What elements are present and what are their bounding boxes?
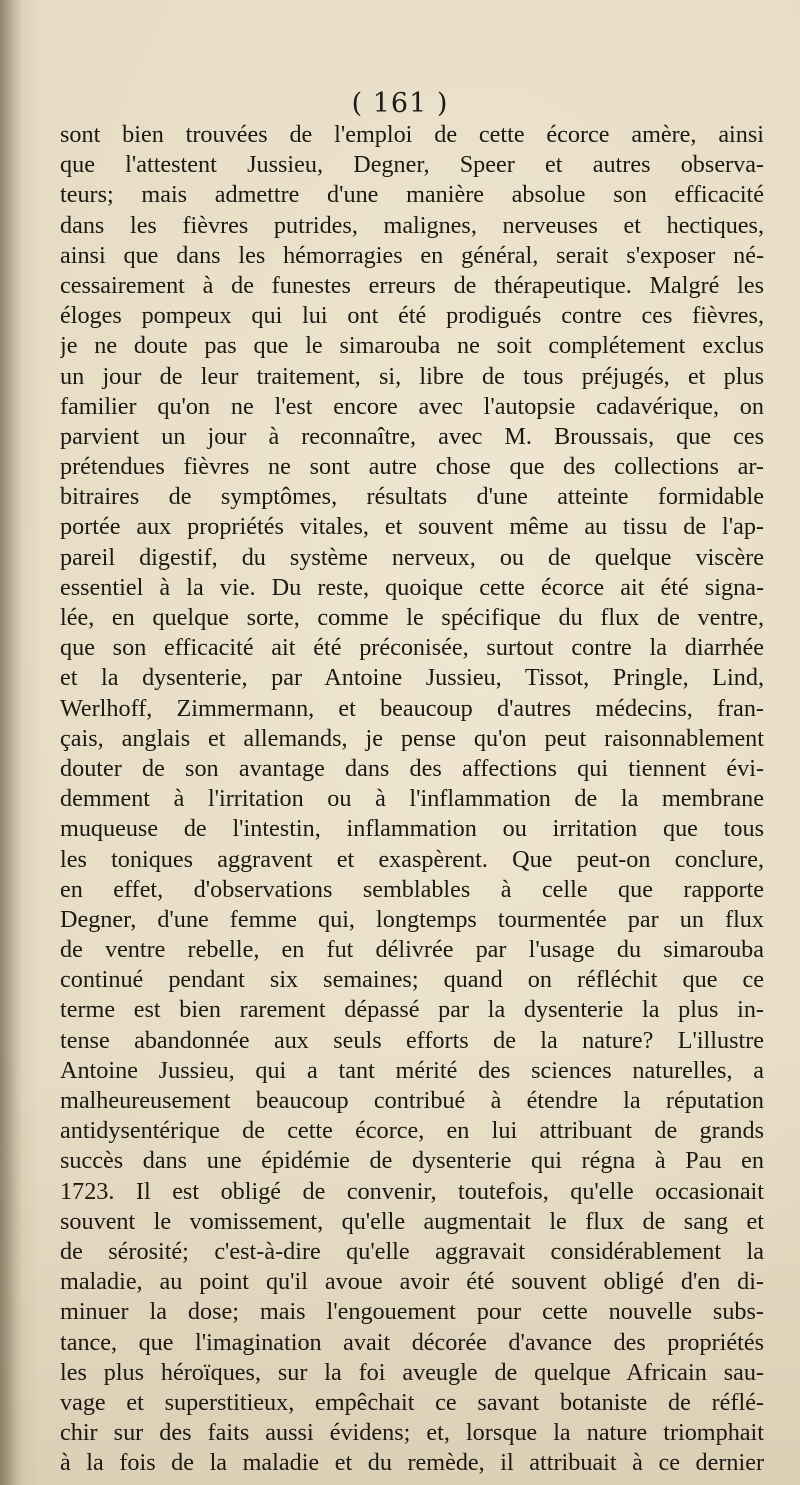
text-line: que son efficacité ait été préconisée, surtout contre la diarrhée — [60, 634, 764, 662]
text-line: portée aux propriétés vitales, et souvent même au tissu de l'ap- — [60, 513, 764, 541]
text-line: tense abandonnée aux seuls efforts de la nature? L'illustre — [60, 1026, 764, 1054]
text-line: Antoine Jussieu, qui a tant mérité des sciences naturelles, a — [60, 1056, 764, 1084]
text-line: chir sur des faits aussi évidens; et, lorsque la nature triomphait — [60, 1419, 764, 1447]
text-line: souvent le vomissement, qu'elle augmentait le flux de sang et — [60, 1207, 764, 1235]
text-line: succès dans une épidémie de dysenterie qui régna à Pau en — [60, 1147, 764, 1175]
text-line: éloges pompeux qui lui ont été prodigués contre ces fièvres, — [60, 302, 764, 330]
text-line: douter de son avantage dans des affections qui tiennent évi- — [60, 754, 764, 782]
text-line: et la dysenterie, par Antoine Jussieu, Tissot, Pringle, Lind, — [60, 664, 764, 692]
text-line: malheureusement beaucoup contribué à étendre la réputation — [60, 1087, 764, 1114]
text-line: pareil digestif, du système nerveux, ou de quelque viscère — [60, 543, 764, 571]
text-line: familier qu'on ne l'est encore avec l'autopsie cadavérique, on — [60, 392, 764, 420]
text-line: je ne doute pas que le simarouba ne soit complétement exclus — [60, 332, 764, 360]
text-line: tance, que l'imagination avait décorée d'avance des propriétés — [60, 1328, 764, 1356]
text-line: 1723. Il est obligé de convenir, toutefois, qu'elle occasionait — [60, 1177, 764, 1205]
text-line: les toniques aggravent et exaspèrent. Que peut-on conclure, — [60, 845, 764, 873]
text-line: antidysentérique de cette écorce, en lui attribuant de grands — [60, 1117, 764, 1145]
text-line: bitraires de symptômes, résultats d'une atteinte formidable — [60, 483, 764, 511]
text-line: vage et superstitieux, empêchait ce savant botaniste de réflé- — [60, 1388, 764, 1416]
text-line: lée, en quelque sorte, comme le spécifique du flux de ventre, — [60, 604, 764, 631]
text-line: que l'attestent Jussieu, Degner, Speer et autres observa- — [60, 151, 764, 179]
text-line: continué pendant six semaines; quand on réfléchit que ce — [60, 966, 764, 994]
text-line: terme est bien rarement dépassé par la dysenterie la plus in- — [60, 996, 764, 1024]
text-line: de sérosité; c'est-à-dire qu'elle aggravait considérablement la — [60, 1237, 764, 1265]
text-line: teurs; mais admettre d'une manière absolue son efficacité — [60, 181, 764, 209]
text-line: muqueuse de l'intestin, inflammation ou irritation que tous — [60, 815, 764, 843]
text-line: parvient un jour à reconnaître, avec M. Broussais, que ces — [60, 422, 764, 450]
text-line: çais, anglais et allemands, je pense qu'on peut raisonnablement — [60, 724, 764, 752]
text-line: dans les fièvres putrides, malignes, nerveuses et hectiques, — [60, 211, 764, 239]
text-line: demment à l'irritation ou à l'inflammation de la membrane — [60, 785, 764, 813]
text-line: maladie, au point qu'il avoue avoir été souvent obligé d'en di- — [60, 1268, 764, 1296]
text-line: en effet, d'observations semblables à celle que rapporte — [60, 875, 764, 903]
page-gutter-shadow — [0, 0, 22, 1485]
text-line: les plus héroïques, sur la foi aveugle de quelque Africain sau- — [60, 1358, 764, 1386]
text-line: Werlhoff, Zimmermann, et beaucoup d'autres médecins, fran- — [60, 694, 764, 722]
text-line: prétendues fièvres ne sont autre chose que des collections ar- — [60, 453, 764, 481]
body-text — [60, 120, 764, 1478]
text-line: de ventre rebelle, en fut délivrée par l'usage du simarouba — [60, 936, 764, 964]
text-line: cessairement à de funestes erreurs de thérapeutique. Malgré les — [60, 271, 764, 299]
text-line: ainsi que dans les hémorragies en général, serait s'exposer né- — [60, 241, 764, 269]
page-number: ( 161 ) — [351, 88, 449, 119]
text-line: essentiel à la vie. Du reste, quoique cette écorce ait été signa- — [60, 573, 764, 601]
text-line: Degner, d'une femme qui, longtemps tourmentée par un flux — [60, 905, 764, 933]
text-line: sont bien trouvées de l'emploi de cette écorce amère, ainsi — [60, 121, 764, 148]
text-line: un jour de leur traitement, si, libre de tous préjugés, et plus — [60, 362, 764, 390]
text-line: à la fois de la maladie et du remède, il attribuait à ce dernier — [60, 1449, 764, 1477]
text-line: minuer la dose; mais l'engouement pour cette nouvelle subs- — [60, 1298, 764, 1326]
